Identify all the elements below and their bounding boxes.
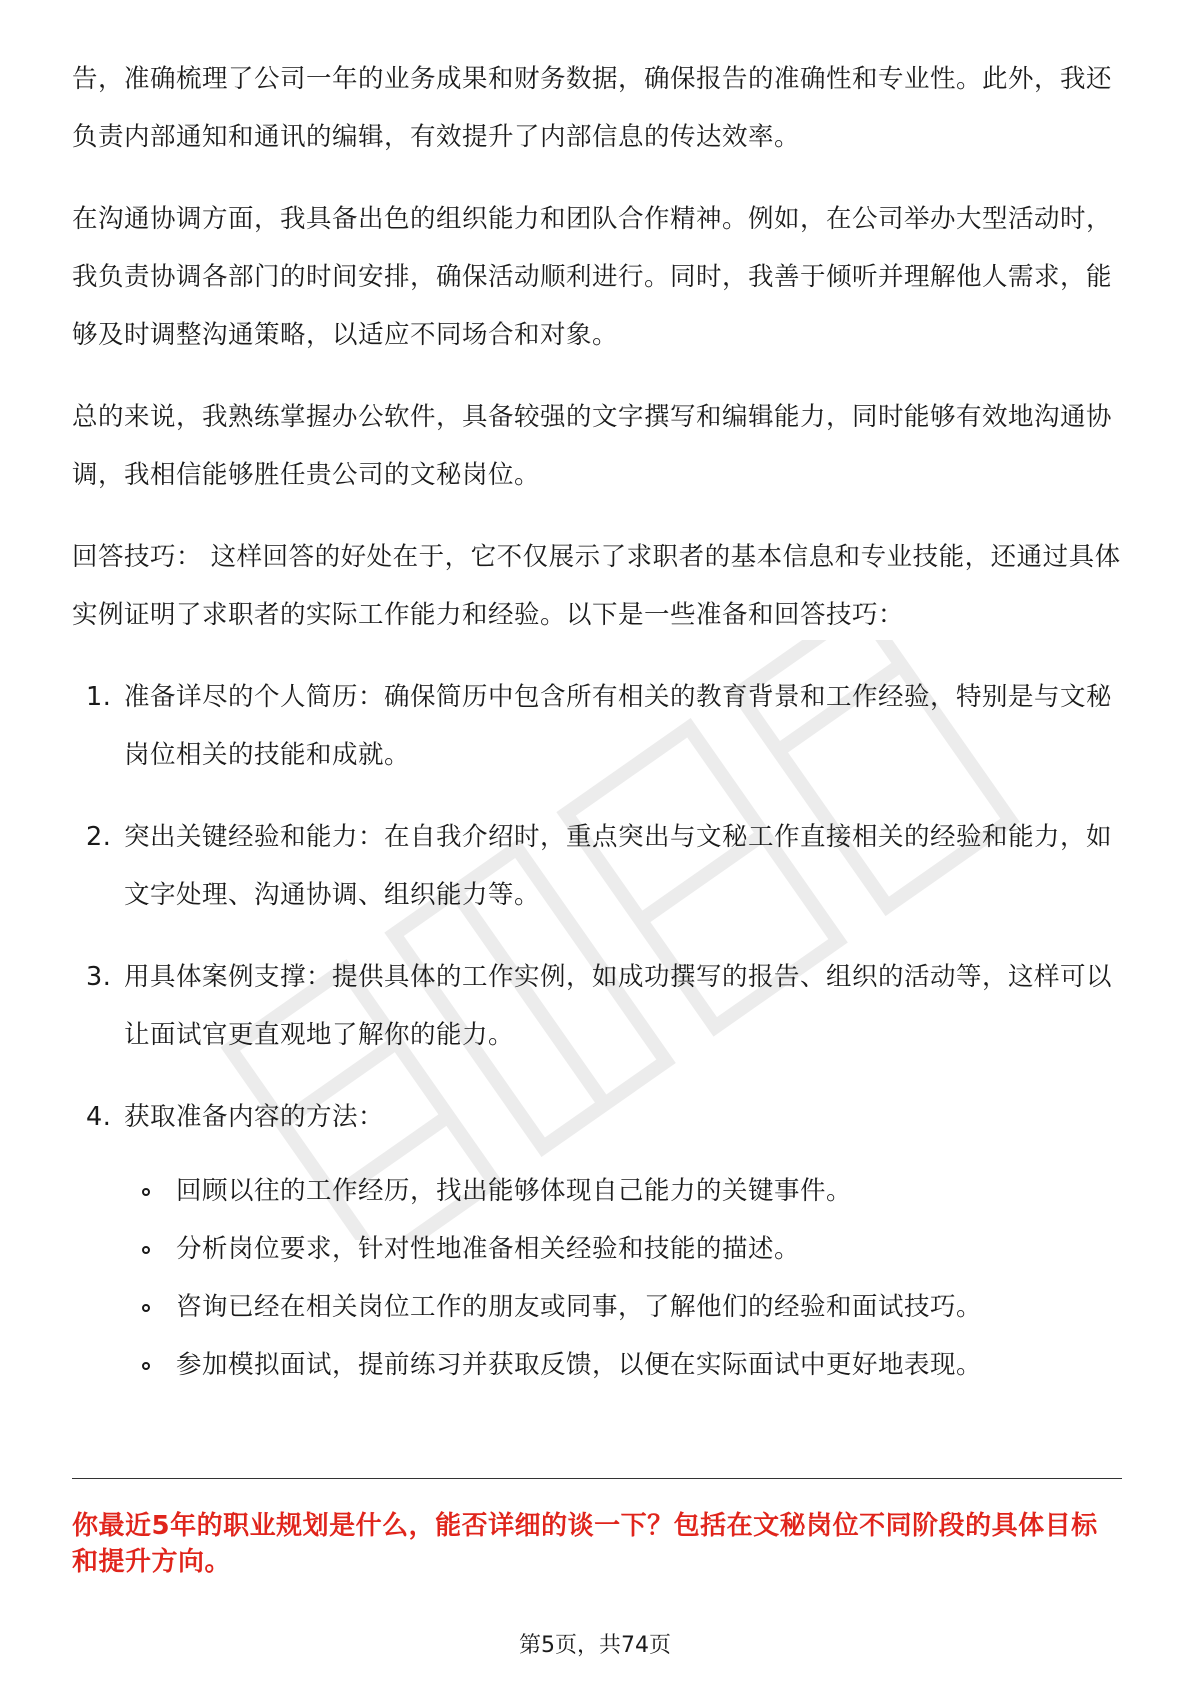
circle-bullet-icon xyxy=(142,1362,150,1370)
list-number: 2. xyxy=(86,822,112,852)
list-number: 3. xyxy=(86,962,112,992)
list-item-text: 突出关键经验和能力：在自我介绍时，重点突出与文秘工作直接相关的经验和能力，如文字处理、沟通协调、组织能力等。 xyxy=(124,822,1113,910)
sub-item-text: 参加模拟面试，提前练习并获取反馈，以便在实际面试中更好地表现。 xyxy=(176,1350,983,1380)
main-content xyxy=(72,50,1122,1418)
tips-list xyxy=(72,668,1122,1394)
list-item xyxy=(72,1088,1122,1394)
list-item-text: 准备详尽的个人简历：确保简历中包含所有相关的教育背景和工作经验，特别是与文秘岗位相关的技能和成就。 xyxy=(124,682,1113,770)
list-item xyxy=(72,948,1122,1064)
paragraph-report: 告，准确梳理了公司一年的业务成果和财务数据，确保报告的准确性和专业性。此外，我还负责内部通知和通讯的编辑，有效提升了内部信息的传达效率。 xyxy=(72,64,1113,152)
sub-item-text: 回顾以往的工作经历，找出能够体现自己能力的关键事件。 xyxy=(176,1176,853,1206)
sub-list-item xyxy=(124,1336,1122,1394)
interview-question: 你最近5年的职业规划是什么，能否详细的谈一下？包括在文秘岗位不同阶段的具体目标和提升方向。 xyxy=(72,1511,1098,1577)
list-number: 1. xyxy=(86,682,112,712)
list-item-text: 获取准备内容的方法： xyxy=(124,1102,385,1132)
list-item xyxy=(72,668,1122,784)
list-item-text: 用具体案例支撑：提供具体的工作实例，如成功撰写的报告、组织的活动等，这样可以让面试官更直观地了解你的能力。 xyxy=(124,962,1113,1050)
sub-list-item xyxy=(124,1162,1122,1220)
page-number: 第5页，共74页 xyxy=(519,1633,671,1658)
sub-list-item xyxy=(124,1220,1122,1278)
sub-item-text: 分析岗位要求，针对性地准备相关经验和技能的描述。 xyxy=(176,1234,801,1264)
circle-bullet-icon xyxy=(142,1188,150,1196)
sub-list-item xyxy=(124,1278,1122,1336)
sub-item-text: 咨询已经在相关岗位工作的朋友或同事，了解他们的经验和面试技巧。 xyxy=(176,1292,983,1322)
paragraph-answer-tips: 回答技巧： 这样回答的好处在于，它不仅展示了求职者的基本信息和专业技能，还通过具体实例证明了求职者的实际工作能力和经验。以下是一些准备和回答技巧： xyxy=(72,542,1121,630)
list-number: 4. xyxy=(86,1102,112,1132)
sub-list xyxy=(124,1162,1122,1394)
paragraph-summary: 总的来说，我熟练掌握办公软件，具备较强的文字撰写和编辑能力，同时能够有效地沟通协调，我相信能够胜任贵公司的文秘岗位。 xyxy=(72,402,1113,490)
paragraph-communication: 在沟通协调方面，我具备出色的组织能力和团队合作精神。例如，在公司举办大型活动时，我负责协调各部门的时间安排，确保活动顺利进行。同时，我善于倾听并理解他人需求，能够及时调整沟通策略，以适应不同场合和对象。 xyxy=(72,204,1113,350)
list-item xyxy=(72,808,1122,924)
circle-bullet-icon xyxy=(142,1246,150,1254)
circle-bullet-icon xyxy=(142,1304,150,1312)
section-divider xyxy=(72,1478,1122,1479)
